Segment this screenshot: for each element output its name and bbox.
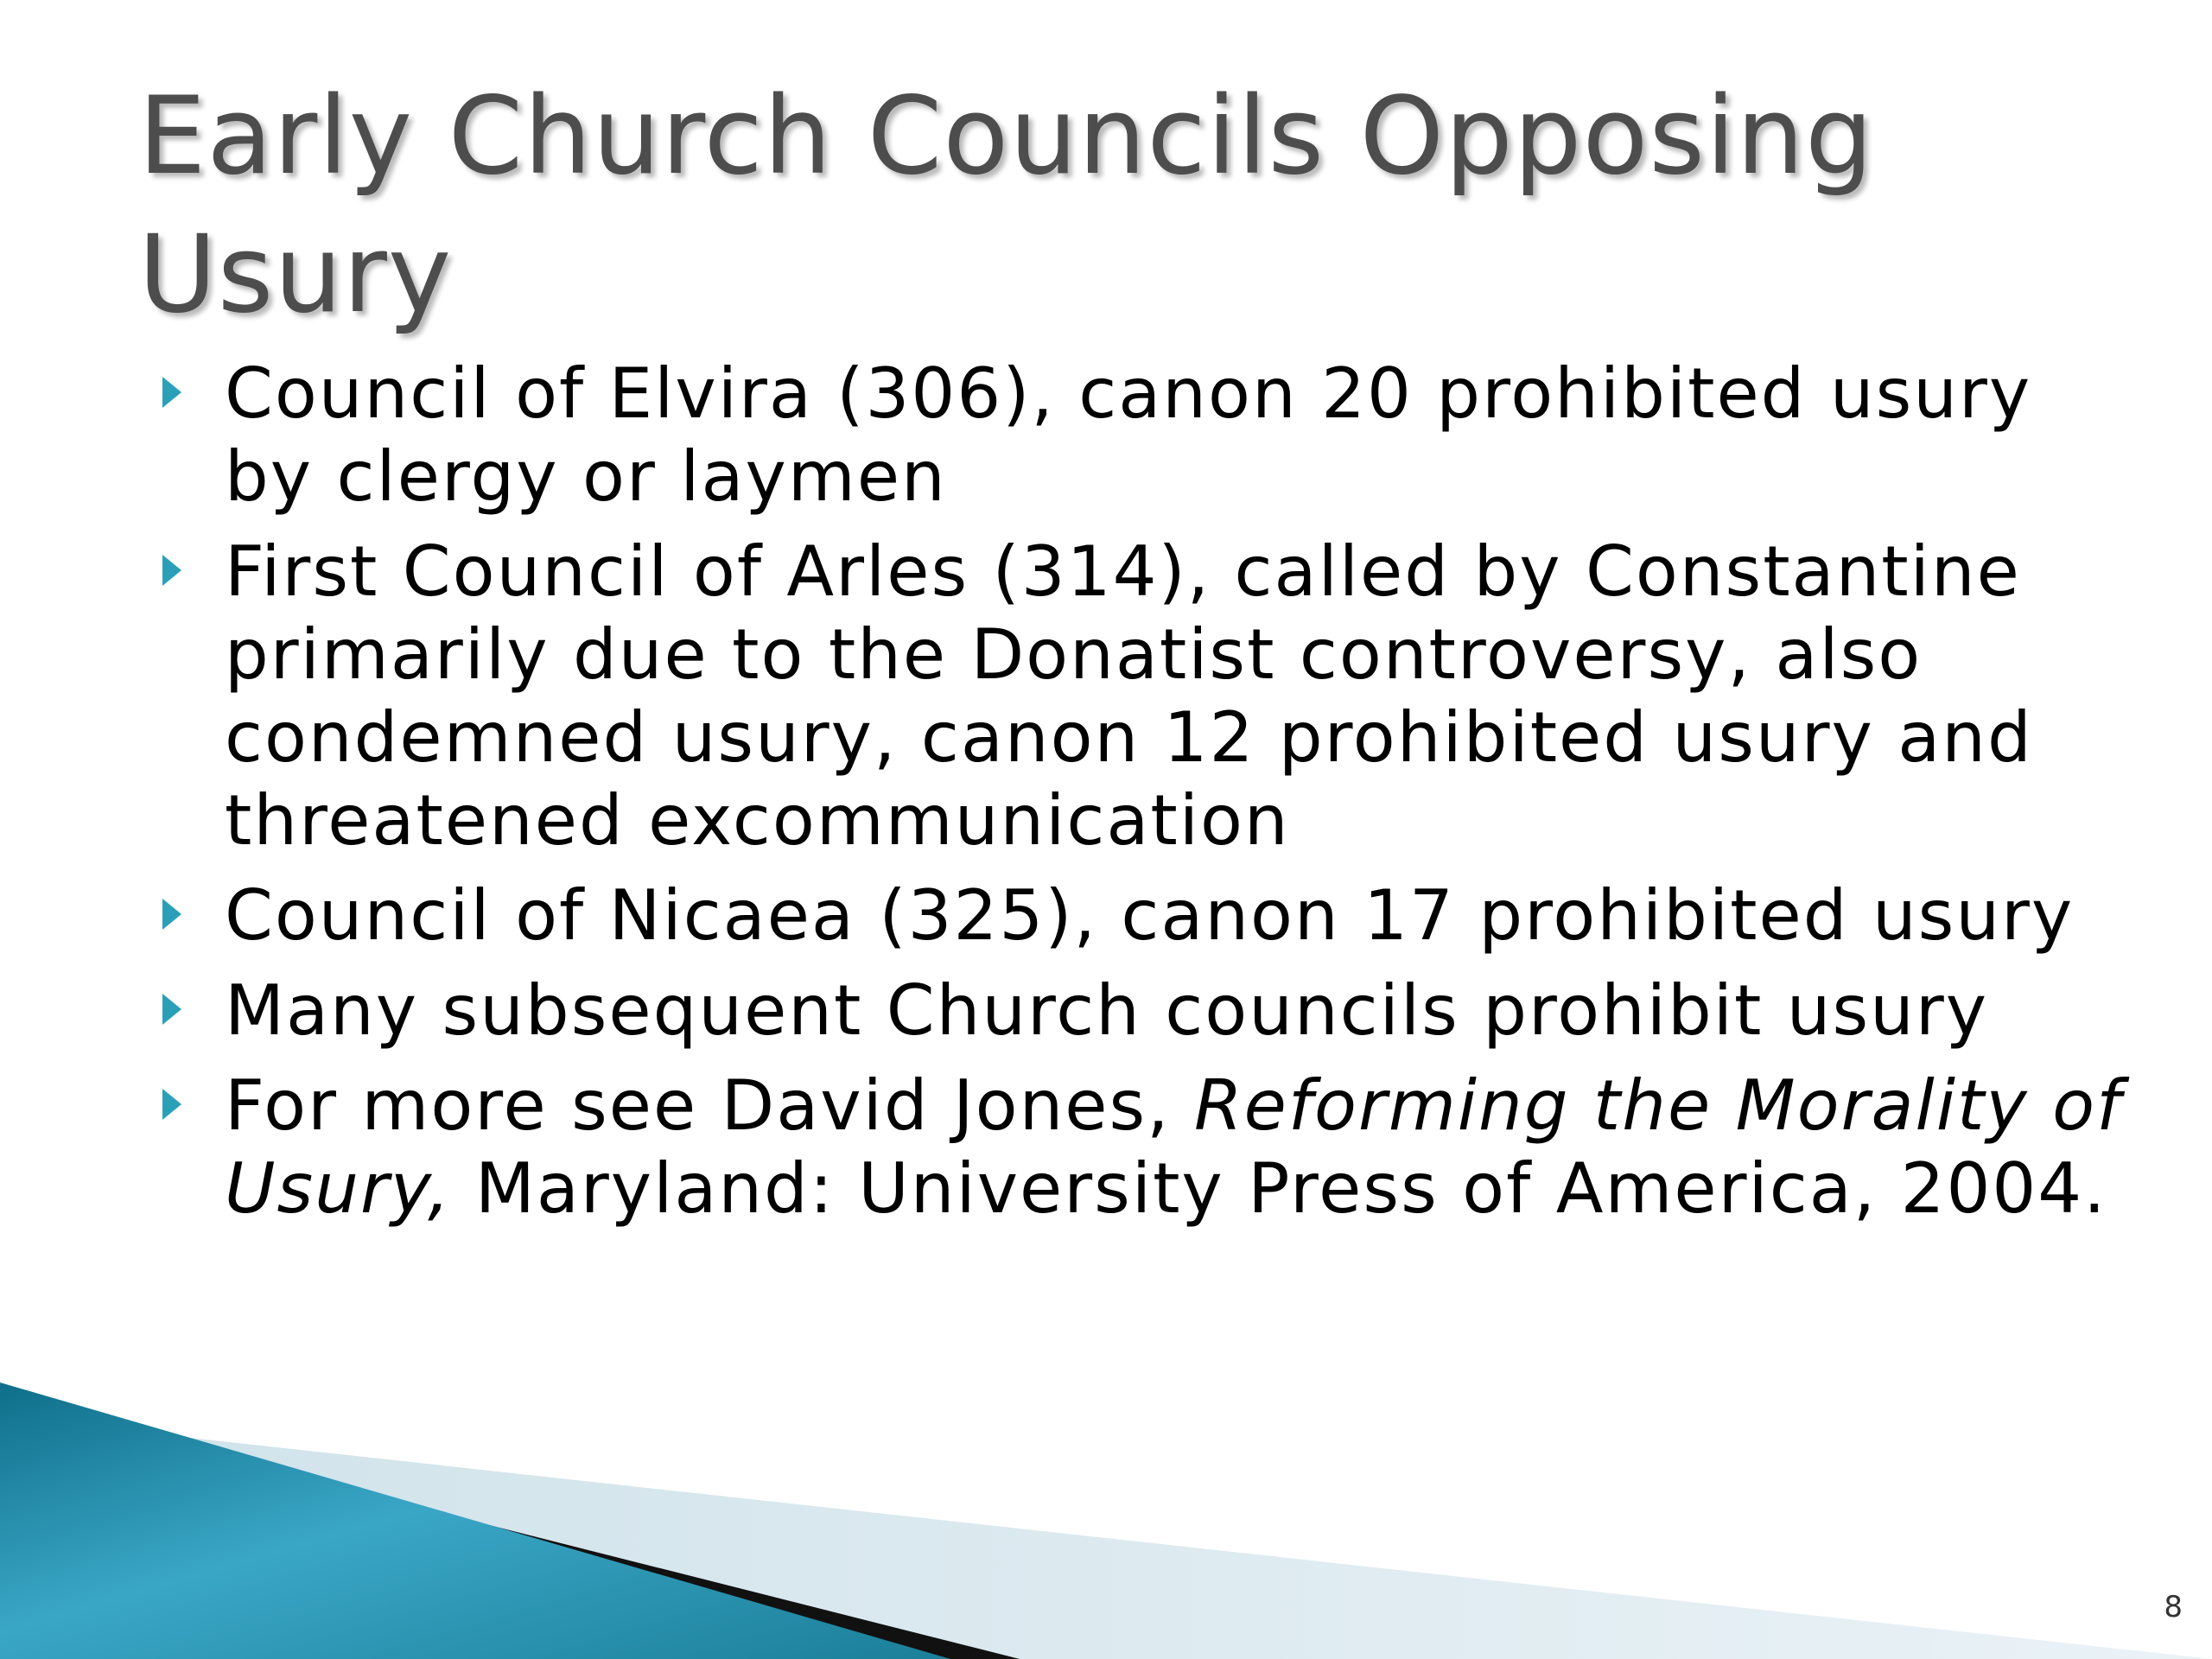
triangle-bullet-icon [162, 994, 181, 1025]
bullet-text: First Council of Arles (314), called by Constantine primarily due to the Donatist controversy, also condemned usury, canon 12 prohibited usury and threatened excommunication [225, 531, 2033, 861]
triangle-bullet-icon [162, 555, 181, 586]
bullet-text: Council of Nicaea (325), canon 17 prohibited usury [225, 875, 2075, 956]
bullet-item [138, 353, 2126, 518]
triangle-bullet-icon [162, 377, 181, 408]
slide-number: 8 [2164, 1590, 2183, 1624]
bullet-item [138, 531, 2126, 862]
book-title: Reforming the Morality of Usury, [225, 1065, 2123, 1229]
bullet-item [138, 874, 2126, 957]
bullet-text-suffix: Maryland: University Press of America, 2004. [451, 1148, 2107, 1229]
bullet-text: Council of Elvira (306), canon 20 prohibited usury by clergy or laymen [225, 353, 2032, 517]
triangle-bullet-icon [162, 899, 181, 930]
slide-title: Early Church Councils Opposing Usury [138, 74, 1874, 337]
footer-swoosh-decoration [0, 1382, 2212, 1659]
triangle-bullet-icon [162, 1089, 181, 1120]
bullet-item [138, 969, 2126, 1052]
bullet-text: Many subsequent Church councils prohibit usury [225, 970, 1989, 1051]
bullet-item [138, 1065, 2126, 1230]
bullet-text-prefix: For more see David Jones, [225, 1065, 1195, 1146]
bullet-list [138, 353, 2126, 1243]
